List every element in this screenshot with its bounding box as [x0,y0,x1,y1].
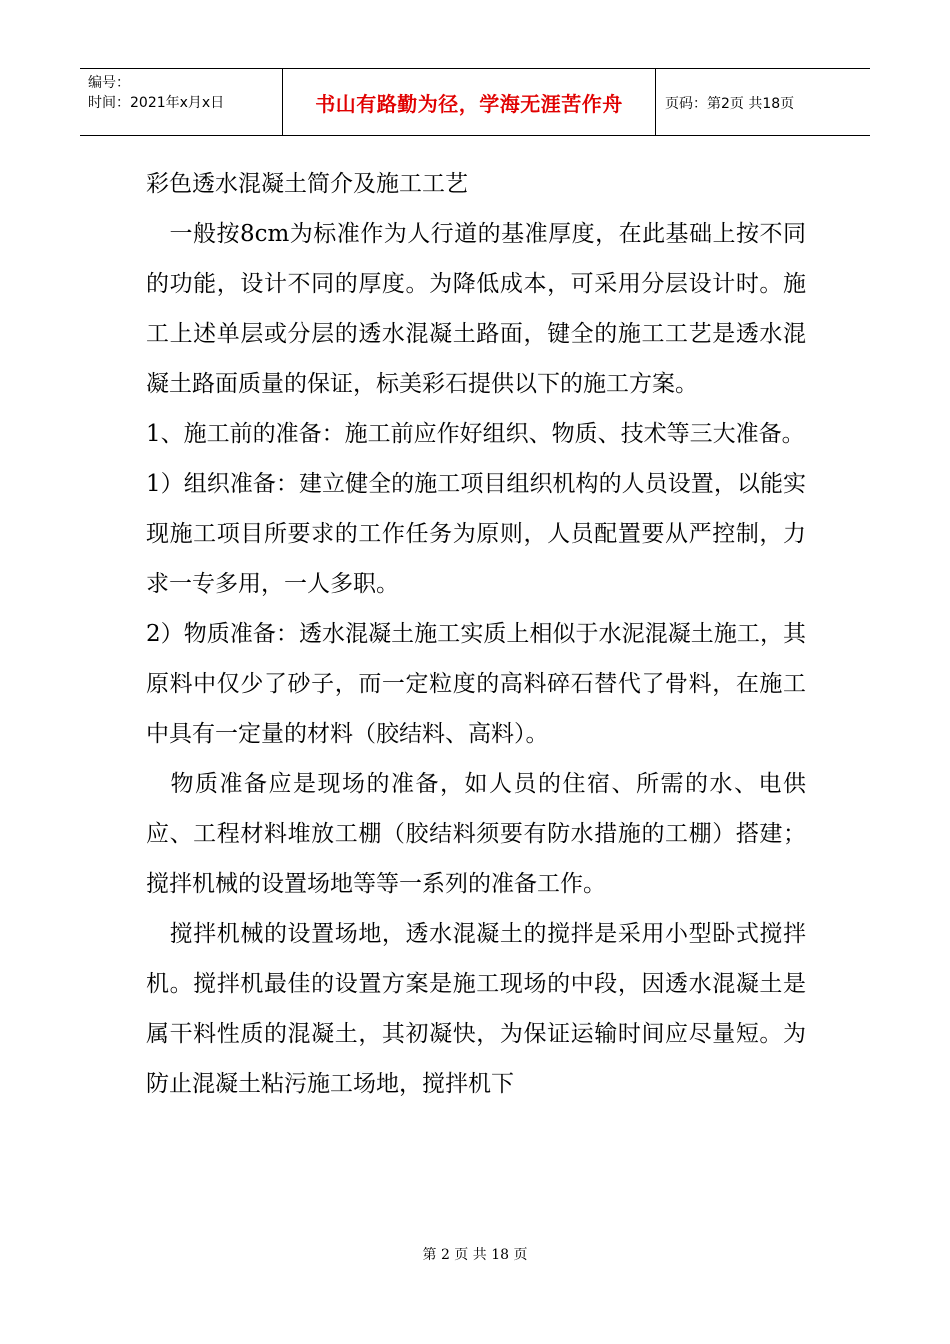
document-title: 彩色透水混凝土简介及施工工艺 [146,171,468,197]
paragraph-preparation: 1、施工前的准备：施工前应作好组织、物质、技术等三大准备。 [146,421,805,447]
paragraph-site-preparation: 物质准备应是现场的准备，如人员的住宿、所需的水、电供应、工程材料堆放工棚（胶结料须要有防水措施的工棚）搭建；搅拌机械的设置场地等等一系列的准备工作。 [146,771,806,897]
paragraph-mixer-setup: 搅拌机械的设置场地，透水混凝土的搅拌是采用小型卧式搅拌机。搅拌机最佳的设置方案是施工现场的中段，因透水混凝土是属干料性质的混凝土，其初凝快，为保证运输时间应尽量短。为防止混凝土粘污施工场地，搅拌机下 [146,921,806,1097]
document-time-label: 时间：2021年x月x日 [88,95,225,111]
document-number-label: 编号： [88,75,130,91]
paragraph-organization: 1）组织准备：建立健全的施工项目组织机构的人员设置，以能实现施工项目所要求的工作任务为原则，人员配置要从严控制，力求一专多用，一人多职。 [146,471,806,597]
header-divider-right [655,69,656,136]
document-body [146,159,806,1109]
header-page-info: 页码：第2页 共18页 [665,95,795,112]
paragraph-intro: 一般按8cm为标准作为人行道的基准厚度，在此基础上按不同的功能，设计不同的厚度。为降低成本，可采用分层设计时。施工上述单层或分层的透水混凝土路面，键全的施工工艺是透水混凝土路面质量的保证，标美彩石提供以下的施工方案。 [146,221,806,397]
paragraph-material: 2）物质准备：透水混凝土施工实质上相似于水泥混凝土施工，其原料中仅少了砂子，而一定粒度的高料碎石替代了骨料，在施工中具有一定量的材料（胶结料、高料）。 [146,621,806,747]
page-header [80,68,870,136]
header-meta [88,73,224,113]
header-motto: 书山有路勤为径，学海无涯苦作舟 [315,92,623,116]
page-footer: 第 2 页 共 18 页 [422,1247,528,1263]
